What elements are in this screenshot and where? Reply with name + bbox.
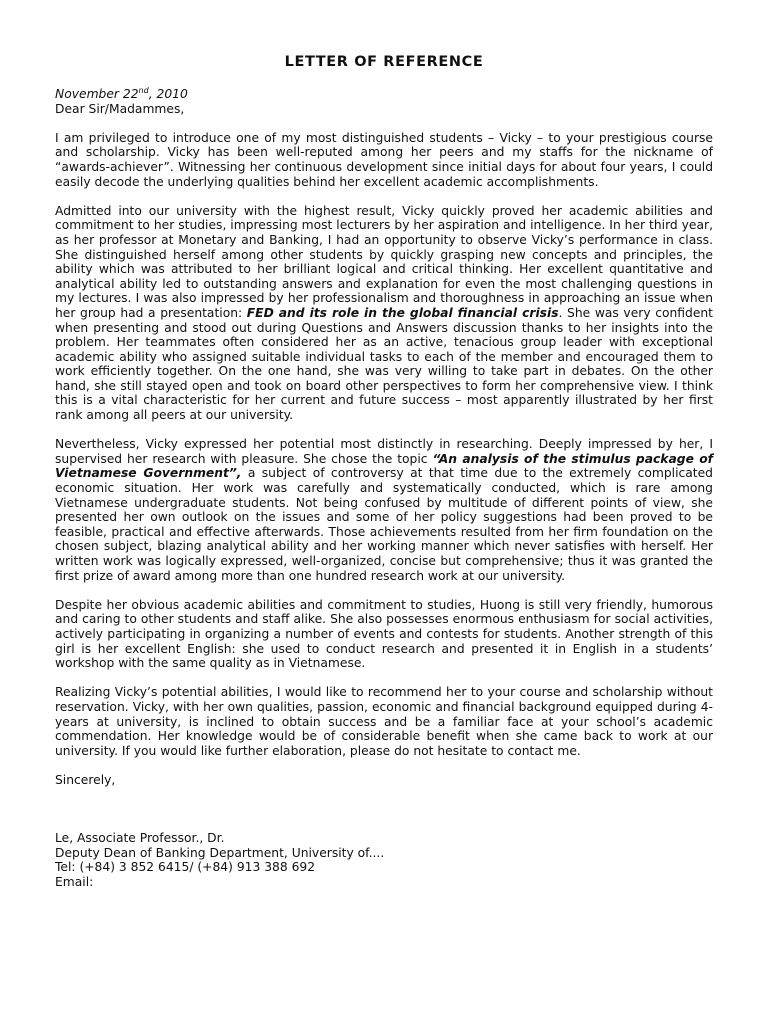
paragraph-introduction: I am privileged to introduce one of my most distinguished students – Vicky – to your prestigious course and scholarship. Vicky has been well-reputed among her peers and my staffs for the nickname of “awards-achiever”. Witnessing her continuous development since initial days for about four years, I could easily decode the underlying qualities behind her excellent academic accomplishments. <box>55 130 713 189</box>
signature-position: Deputy Dean of Banking Department, University of.... <box>55 845 385 860</box>
paragraph-academic-ability <box>55 204 713 423</box>
research-topic: “An analysis of the stimulus package of Vietnamese Government”, <box>55 451 713 481</box>
paragraph-academic-text-2: . She was very confident when presenting and stood out during Questions and Answers discussion thanks to her insights into the problem. Her teammates often considered her as an active, tenacious group leader with exceptional academic ability who assigned suitable individual tasks to each of the member and encouraged them to work efficiently together. On the one hand, she was very willing to take part in debates. On the other hand, she still stayed open and took on board other perspectives to form her comprehensive view. I think this is a vital characteristic for her current and future success – most apparently illustrated by her first rank among all peers at our university. <box>55 305 713 423</box>
signature-email: Email: <box>55 875 94 890</box>
paragraph-recommendation: Realizing Vicky’s potential abilities, I would like to recommend her to your course and scholarship without reservation. Vicky, with her own qualities, passion, economic and financial background equipped during 4-years at university, is inclined to obtain success and be a familiar face at your school’s academic commendation. Her knowledge would be of considerable benefit when she came back to work at our university. If you would like further elaboration, please do not hesitate to contact me. <box>55 685 713 758</box>
date-year: , 2010 <box>148 87 188 101</box>
letter-page <box>55 53 713 890</box>
signature-telephone: Tel: (+84) 3 852 6415/ (+84) 913 388 692 <box>55 860 316 875</box>
salutation: Dear Sir/Madammes, <box>55 101 185 116</box>
paragraph-research <box>55 437 713 583</box>
date-ordinal-suffix: nd <box>138 85 149 95</box>
paragraph-personality: Despite her obvious academic abilities and commitment to studies, Huong is still very friendly, humorous and caring to other students and staff alike. She also possesses enormous enthusiasm for social activities, actively participating in organizing a number of events and contests for students. Another strength of this girl is her excellent English: she used to conduct research and presented it in English in a students’ workshop with the same quality as in Vietnamese. <box>55 597 713 671</box>
closing: Sincerely, <box>55 772 116 787</box>
signature-name: Le, Associate Professor., Dr. <box>55 831 225 846</box>
paragraph-academic-text-1: Admitted into our university with the highest result, Vicky quickly proved her academic abilities and commitment to her studies, impressing most lecturers by her aspiration and intelligence. In her third year, as her professor at Monetary and Banking, I had an opportunity to observe Vicky’s performance in class. She distinguished herself among other students by quickly grasping new concepts and principles, the ability which was attributed to her brilliant logical and critical thinking. Her excellent quantitative and analytical ability led to outstanding answers and explanation for even the most challenging questions in my lectures. I was also impressed by her professionalism and thoroughness in approaching an issue when her group had a presentation: <box>55 203 713 320</box>
signature-block <box>55 831 713 889</box>
letter-date <box>55 87 713 102</box>
paragraph-research-text-1: Nevertheless, Vicky expressed her potential most distinctly in researching. Deeply impressed by her, I supervised her research with pleasure. She chose the topic <box>55 437 713 466</box>
presentation-topic: FED and its role in the global financial crisis <box>246 305 559 320</box>
paragraph-research-text-2: a subject of controversy at that time due to the extremely complicated economic situation. Her work was carefully and systematically conducted, which is rare among Vietnamese undergraduate students. Not being confused by multitude of different points of view, she presented her own outlook on the issues and some of her policy suggestions had been proved to be feasible, practical and effective afterwards. Those achievements resulted from her firm foundation on the chosen subject, blazing analytical ability and her working manner which never satisfies with herself. Her written work was logically expressed, well-organized, concise but comprehensive; thus it was granted the first prize of award among more than one hundred research work at our university. <box>55 466 713 583</box>
letter-title: LETTER OF REFERENCE <box>284 54 484 70</box>
date-month-day: November 22 <box>55 87 139 101</box>
